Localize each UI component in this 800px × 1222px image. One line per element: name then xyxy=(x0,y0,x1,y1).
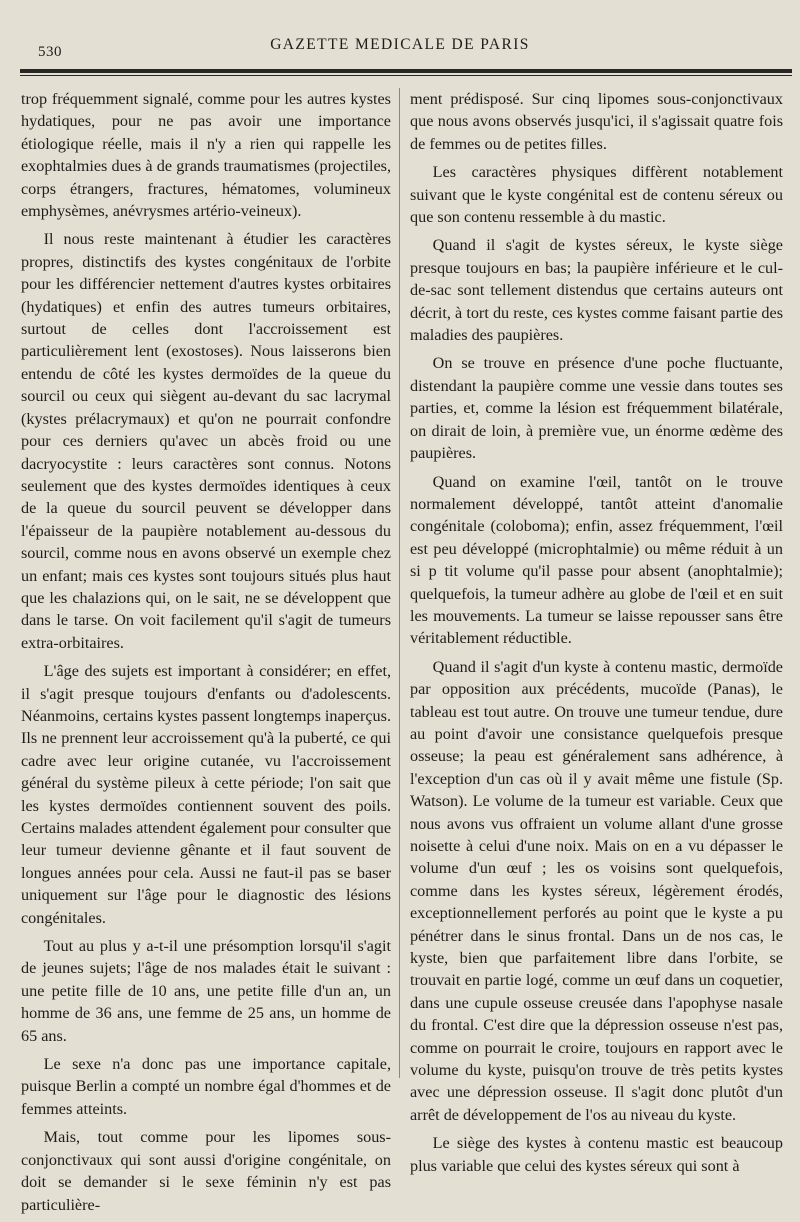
paragraph: Quand il s'agit d'un kyste à contenu mastic, dermoïde par opposition aux précédents, mucoïde (Panas), le tableau est tout autre. On trouve une tumeur tendue, dure au point d'avoir une consistance quelquefois presque osseuse; la peau est généralement sans adhérence, à l'exception d'un cas où il y avait même une fistule (Sp. Watson). Le volume de la tumeur est variable. Ceux que nous avons vus offraient un volume allant d'une grosse noisette à celui d'une noix. Mais on en a vu dépasser le volume d'un œuf ; les os voisins sont quelquefois, comme dans les kystes séreux, légèrement érodés, exceptionnellement perforés au point que le kyste a pu pénétrer dans le sinus frontal. Dans un de nos cas, le kyste, bien que parfaitement libre dans l'orbite, se trouvait en partie logé, comme un œuf dans un coquetier, dans une cupule osseuse creusée dans l'apophyse nasale du frontal. C'est dire que la dépression osseuse n'est pas, comme on pourrait le croire, toujours en rapport avec le volume du kyste, puisqu'on trouve de très petits kystes avec une dépression osseuse. Il s'agit donc plutôt d'un arrêt de développement de l'os au niveau du kyste. xyxy=(410,657,783,1124)
paragraph: L'âge des sujets est important à considérer; en effet, il s'agit presque toujours d'enfants ou d'adolescents. Néanmoins, certains kystes passent longtemps inaperçus. Ils ne prennent leur accroissement qu'à la puberté, ce qui cadre avec leur origine cutanée, vu l'accroissement général du système pileux à cette période; l'on sait que les kystes dermoïdes contiennent souvent des poils. Certains malades attendent également pour consulter que leur tumeur devienne gênante et il faut souvent de longues années pour cela. Aussi ne faut-il pas se baser uniquement sur l'âge pour le diagnostic des lésions congénitales. xyxy=(21,662,391,927)
header-rule-thin xyxy=(20,75,792,76)
paragraph: Le sexe n'a donc pas une importance capitale, puisque Berlin a compté un nombre égal d'hommes et de femmes atteints. xyxy=(21,1055,391,1118)
paragraph: Tout au plus y a-t-il une présomption lorsqu'il s'agit de jeunes sujets; l'âge de nos malades était le suivant : une petite fille de 10 ans, une petite fille d'un an, un homme de 36 ans, une femme de 25 ans, un homme de 65 ans. xyxy=(21,937,391,1045)
paragraph: Mais, tout comme pour les lipomes sous-conjonctivaux qui sont aussi d'origine congénitale, on doit se demander si le sexe féminin n'y est pas particulière- xyxy=(21,1128,391,1214)
column-divider xyxy=(399,88,400,1078)
paragraph: Quand il s'agit de kystes séreux, le kyste siège presque toujours en bas; la paupière inférieure et le cul-de-sac sont tellement distendus que certains auteurs ont décrit, à tort du reste, ces kystes comme faisant partie des maladies des paupières. xyxy=(410,236,783,345)
paragraph: Quand on examine l'œil, tantôt on le trouve normalement développé, tantôt atteint d'anomalie congénitale (coloboma); enfin, assez fréquemment, l'œil est peu développé (microphtalmie) ou même réduit à un si p tit volume qu'il passe pour absent (anophtalmie); quelquefois, la tumeur adhère au globe de l'œil et en suit les mouvements. La tumeur se laisse repousser sans être véritablement réductible. xyxy=(410,472,783,648)
paragraph: trop fréquemment signalé, comme pour les autres kystes hydatiques, pour ne pas avoir une importance étiologique réelle, mais il n'y a rien qui rappelle les exophtalmies dues à de grands traumatismes (projectiles, corps étrangers, fractures, hématomes, volumineux emphysèmes, anévrysmes artério-veineux). xyxy=(21,90,391,221)
journal-title: GAZETTE MEDICALE DE PARIS xyxy=(270,36,530,53)
left-column xyxy=(21,88,391,1222)
paragraph: ment prédisposé. Sur cinq lipomes sous-conjonctivaux que nous avons observés jusqu'ici, il s'agissait quatre fois de femmes ou de petites filles. xyxy=(410,90,783,153)
paragraph: On se trouve en présence d'une poche fluctuante, distendant la paupière comme une vessie dans toutes ses parties, et, comme la lésion est fréquemment bilatérale, on dirait de loin, à première vue, un énorme œdème des paupières. xyxy=(410,354,783,463)
right-column xyxy=(410,88,783,1183)
header-rule-thick xyxy=(20,69,792,73)
paragraph: Il nous reste maintenant à étudier les caractères propres, distinctifs des kystes congénitaux de l'orbite pour les différencier nettement d'autres kystes orbitaires (hydatiques) et enfin des autres tumeurs orbitaires, surtout de celles dont l'accroissement est particulièrement lent (exostoses). Nous laisserons bien entendu de côté les kystes dermoïdes de la queue du sourcil ou ceux qui siègent au-devant du sac lacrymal (kystes prélacrymaux) et qu'on ne pourrait confondre pour ces derniers qu'avec un abcès froid ou une dacryocystite : leurs caractères sont connus. Notons seulement que des kystes dermoïdes identiques à ceux de la queue du sourcil peuvent se développer dans l'épaisseur de la paupière notablement au-dessous du sourcil, comme nous en avons observé un exemple chez un enfant; mais ces kystes sont toujours situés plus haut que les chalazions qui, on le sait, ne se développent que dans le tarse. On voit facilement qu'il s'agit de tumeurs extra-orbitaires. xyxy=(21,230,391,652)
page-number: 530 xyxy=(38,44,62,60)
page-header xyxy=(0,36,800,60)
paragraph: Le siège des kystes à contenu mastic est beaucoup plus variable que celui des kystes séreux qui sont à xyxy=(410,1134,783,1175)
paragraph: Les caractères physiques diffèrent notablement suivant que le kyste congénital est de contenu séreux ou que son contenu ressemble à du mastic. xyxy=(410,163,783,227)
